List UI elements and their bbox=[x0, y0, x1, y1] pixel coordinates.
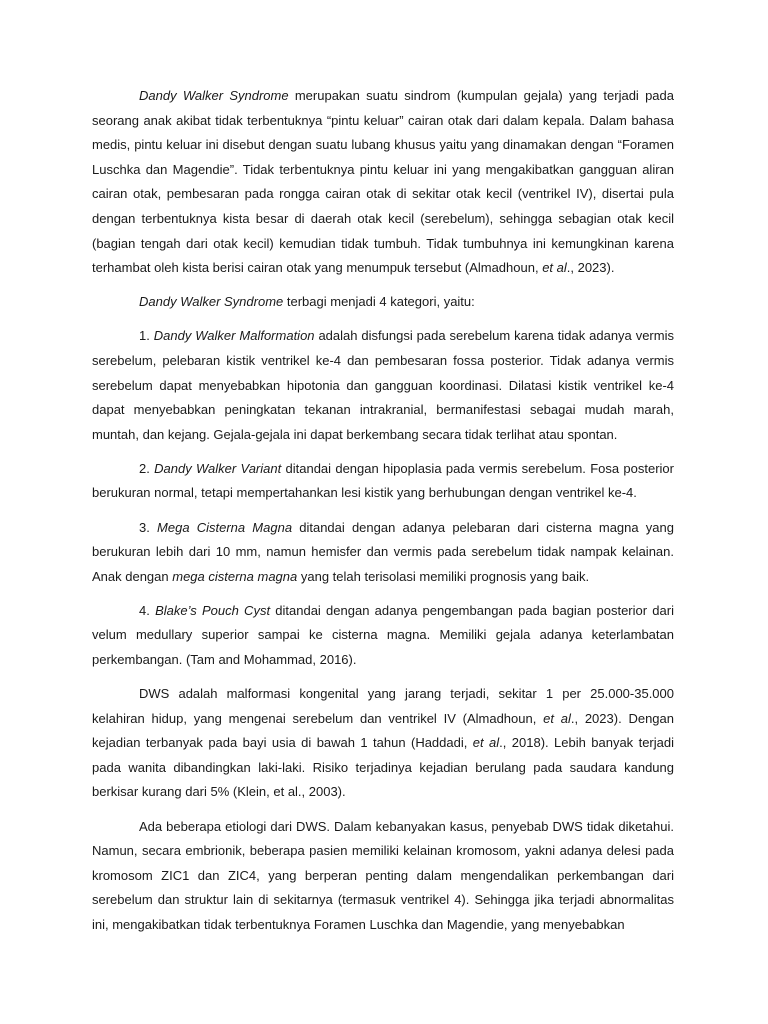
list-number: 2. bbox=[139, 460, 155, 476]
paragraph-text: DWS adalah malformasi kongenital yang jarang terjadi, sekitar 1 per 25.000-35.000 kelahiran hidup, yang mengenai serebelum dan ventrikel IV (Almadhoun, bbox=[92, 686, 674, 726]
italic-citation: et al bbox=[472, 735, 500, 751]
paragraph-intro bbox=[92, 84, 674, 281]
paragraph-text: Ada beberapa etiologi dari DWS. Dalam kebanyakan kasus, penyebab DWS tidak diketahui. Namun, secara embrionik, beberapa pasien memiliki kelainan kromosom, yakni adanya delesi pada kromosom ZIC1 dan ZIC4, yang berperan penting dalam mengendalikan perkembangan dari serebelum dan struktur lain di sekitarnya (termasuk ventrikel 4). Sehingga jika terjadi abnormalitas ini, mengakibatkan tidak terbentuknya Foramen Luschka dan Magendie, yang menyebabkan bbox=[92, 818, 674, 932]
paragraph-text: ditandai dengan adanya pengembangan pada bagian posterior dari velum medullary superior sampai ke cisterna magna. Memiliki gejala adanya keterlambatan perkembangan. (Tam and Mohammad, 2016). bbox=[92, 602, 674, 667]
paragraph-text: yang telah terisolasi memiliki prognosis yang baik. bbox=[297, 568, 590, 584]
italic-term: mega cisterna magna bbox=[172, 568, 298, 584]
list-item-2 bbox=[92, 457, 674, 506]
list-item-1 bbox=[92, 324, 674, 447]
paragraph-text: ., 2023). bbox=[566, 260, 615, 276]
document-page bbox=[92, 84, 674, 938]
list-number: 4. bbox=[139, 602, 156, 618]
paragraph-text: ., 2018). Lebih banyak terjadi pada wanita dibandingkan laki-laki. Risiko terjadinya kejadian berulang pada saudara kandung berkisar kurang dari 5% (Klein, et al., 2003). bbox=[92, 735, 674, 800]
italic-term: Dandy Walker Variant bbox=[154, 460, 282, 476]
italic-term: Dandy Walker Syndrome bbox=[139, 294, 284, 310]
paragraph-categories-intro bbox=[92, 290, 674, 315]
italic-term: Dandy Walker Malformation bbox=[153, 328, 315, 344]
paragraph-text: merupakan suatu sindrom (kumpulan gejala) yang terjadi pada seorang anak akibat tidak terbentuknya “pintu keluar” cairan otak dari dalam kepala. Dalam bahasa medis, pintu keluar ini disebut dengan suatu lubang khusus yaitu yang dinamakan dengan “Foramen Luschka dan Magendie”. Tidak terbentuknya pintu keluar ini yang mengakibatkan gangguan aliran cairan otak, pembesaran pada rongga cairan otak di sekitar otak kecil (ventrikel IV), disertai pula dengan terbentuknya kista besar di daerah otak kecil (serebelum), sehingga sebagian otak kecil (bagian tengah dari otak kecil) kemudian tidak tumbuh. Tidak tumbuhnya ini kemungkinan karena terhambat oleh kista berisi cairan otak yang menumpuk tersebut (Almadhoun, bbox=[92, 88, 675, 276]
italic-citation: et al bbox=[543, 710, 571, 726]
paragraph-text: ditandai dengan adanya pelebaran dari cisterna magna yang berukuran lebih dari 10 mm, namun hemisfer dan vermis pada serebelum tidak nampak kelainan. Anak dengan bbox=[92, 519, 674, 584]
italic-term: Dandy Walker Syndrome bbox=[139, 88, 289, 103]
italic-term: Mega Cisterna Magna bbox=[157, 519, 293, 535]
paragraph-text: ditandai dengan hipoplasia pada vermis serebelum. Fosa posterior berukuran normal, tetapi mempertahankan lesi kistik yang berhubungan dengan ventrikel ke-4. bbox=[92, 460, 674, 501]
paragraph-etiology bbox=[92, 815, 674, 938]
italic-citation: et al bbox=[542, 260, 567, 276]
list-item-3 bbox=[92, 516, 674, 590]
paragraph-text: adalah disfungsi pada serebelum karena tidak adanya vermis serebelum, pelebaran kistik ventrikel ke-4 dan pembesaran fossa posterior. Tidak adanya vermis serebelum dapat menyebabkan hipotonia dan gangguan koordinasi. Dilatasi kistik ventrikel ke-4 dapat menyebabkan peningkatan tekanan intrakranial, bermanifestasi sebagai mudah marah, muntah, dan kejang. Gejala-gejala ini dapat berkembang secara tidak terlihat atau spontan. bbox=[92, 328, 674, 442]
paragraph-text: terbagi menjadi 4 kategori, yaitu: bbox=[283, 294, 475, 310]
paragraph-text: ., 2023). Dengan kejadian terbanyak pada bayi usia di bawah 1 tahun (Haddadi, bbox=[92, 710, 674, 751]
list-item-4 bbox=[92, 599, 674, 673]
italic-term: Blake’s Pouch Cyst bbox=[155, 602, 271, 618]
list-number: 1. bbox=[139, 328, 154, 344]
paragraph-epidemiology bbox=[92, 682, 674, 805]
list-number: 3. bbox=[139, 519, 158, 535]
